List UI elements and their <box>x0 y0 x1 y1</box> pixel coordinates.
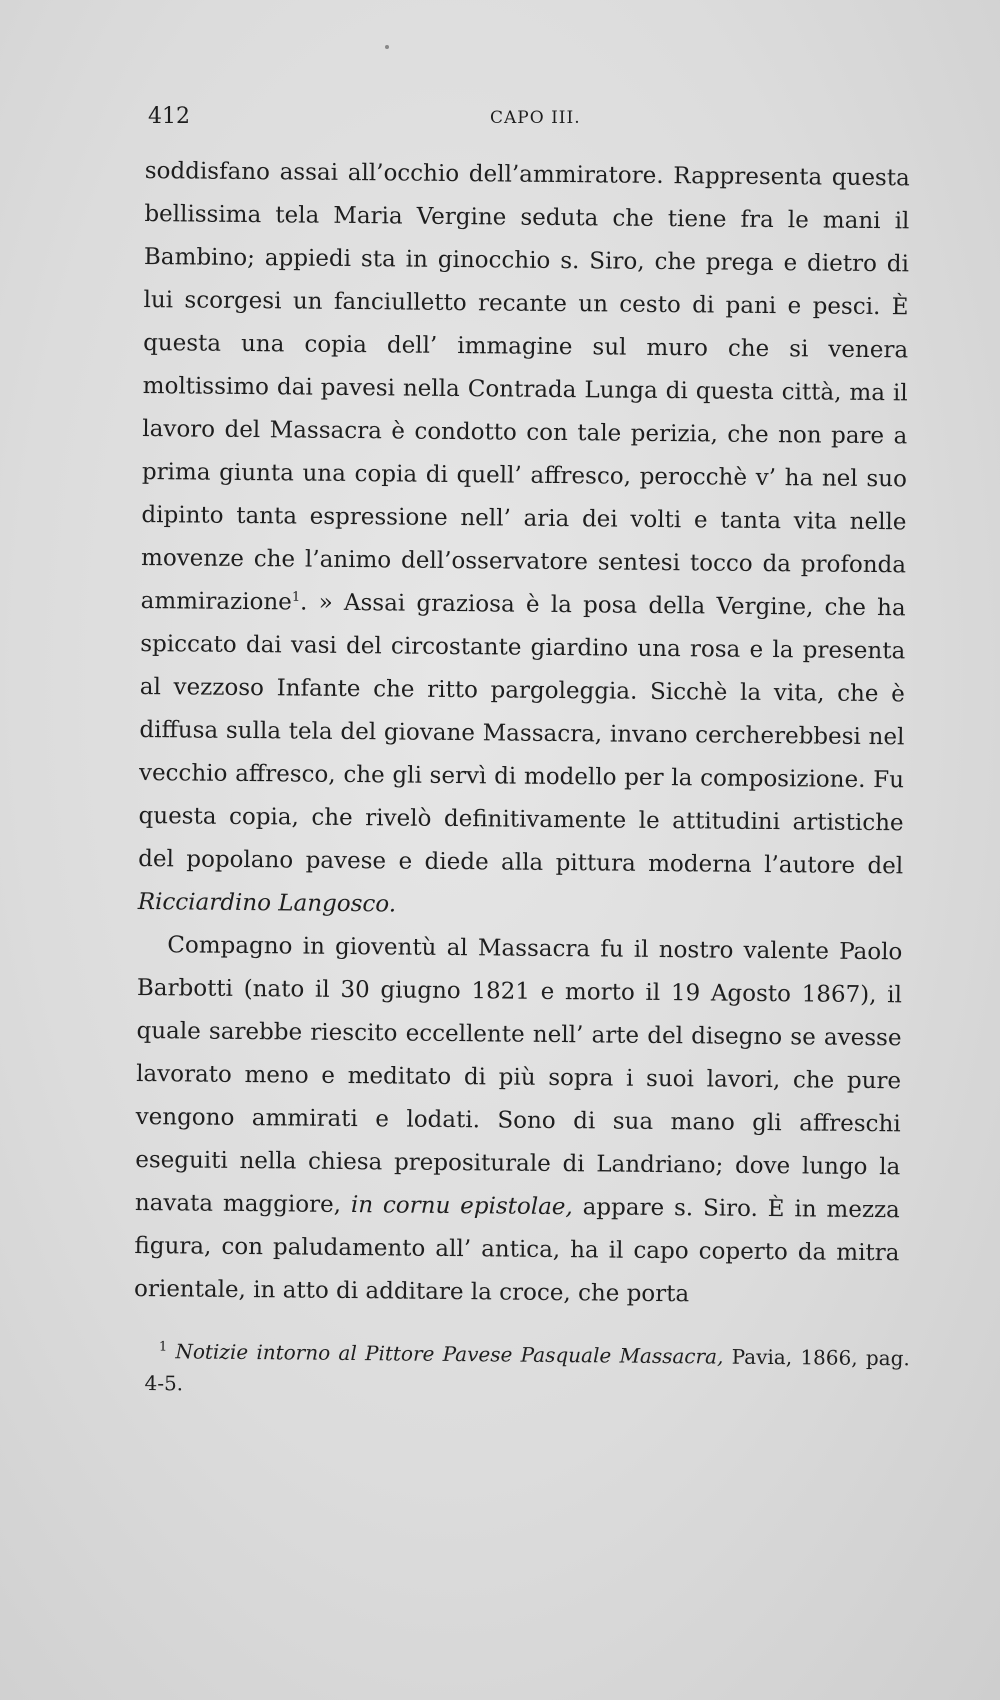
page-number: 412 <box>148 104 190 129</box>
footnote-rest: Pavia, 1866, pag. 4-5. <box>144 1344 910 1396</box>
work-title: Ricciardino Langosco. <box>137 888 397 918</box>
main-text <box>134 150 910 1318</box>
latin-phrase: in cornu epistolae, <box>350 1192 573 1221</box>
paragraph-1-text-b: . » Assai graziosa è la posa della Vergine, che ha spiccato dai vasi del circostante giardino una rosa e la presenta al vezzoso Infante che ritto pargoleggia. Sicchè la vita, che è diffusa sulla tela del giovane Massacra, invano cercherebbesi nel vecchio affresco, che gli servì di modello per la composizione. Fu questa copia, che rivelò definitivamente le attitudini artistiche del popolano pavese e diede alla pittura moderna l’autore del <box>138 589 906 880</box>
paragraph-2-text-a: Compagno in gioventù al Massacra fu il nostro valente Paolo Barbotti (nato il 30 giugno 1821 e morto il 19 Agosto 1867), il quale sarebbe riescito eccellente nell’ arte del disegno se avesse lavorato meno e meditato di più sopra i suoi lavori, che pure vengono ammirati e lodati. Sono di sua mano gli affreschi eseguiti nella chiesa prepositurale di Landriano; dove lungo la navata maggiore, <box>134 932 903 1219</box>
running-head: CAPO III. <box>490 108 581 128</box>
footnote-text <box>144 1335 910 1406</box>
footnote <box>144 1335 910 1406</box>
paragraph-2 <box>134 924 903 1318</box>
paragraph-2-text-b: appare s. Siro. È in mezza figura, con paludamento all’ antica, ha il capo coperto da mitra orientale, in atto di additare la croce, che porta <box>133 1194 900 1308</box>
paragraph-1 <box>138 150 910 931</box>
footnote-reference: 1 <box>291 589 301 605</box>
footnote-number: 1 <box>158 1339 168 1355</box>
footnote-title: Notizie intorno al Pittore Pavese Pasquale Massacra, <box>175 1339 724 1369</box>
paper-speck <box>385 45 389 49</box>
paragraph-1-text-a: soddisfano assai all’occhio dell’ammiratore. Rappresenta questa bellissima tela Maria Vergine seduta che tiene fra le mani il Bambino; appiedi sta in ginocchio s. Siro, che prega e dietro di lui scorgesi un fanciulletto recante un cesto di pani e pesci. È questa una copia dell’ immagine sul muro che si venera moltissimo dai pavesi nella Contrada Lunga di questa città, ma il lavoro del Massacra è condotto con tale perizia, che non pare a prima giunta una copia di quell’ affresco, perocchè v’ ha nel suo dipinto tanta espressione nell’ aria dei volti e tanta vita nelle movenze che l’animo dell’osservatore sentesi tocco da profonda ammirazione <box>140 157 910 616</box>
